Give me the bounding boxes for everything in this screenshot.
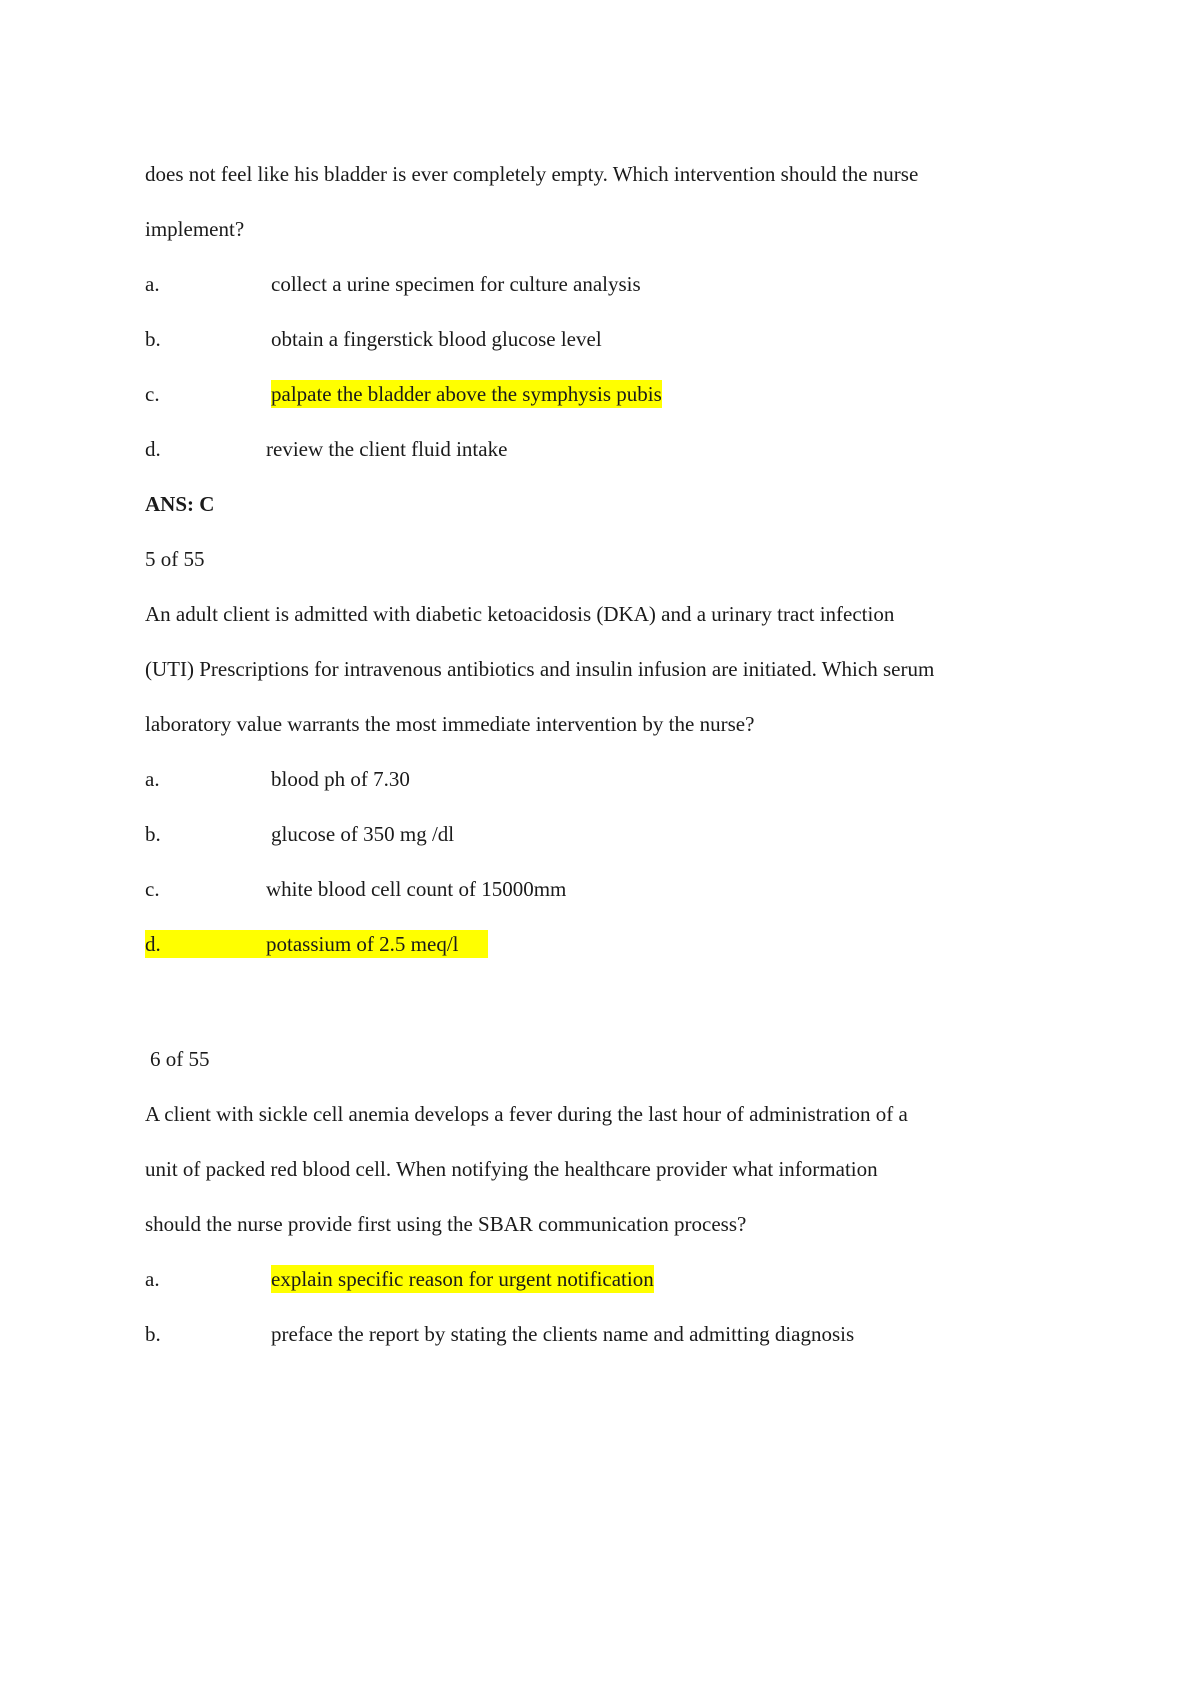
q4-option-a-letter: a. [145, 272, 160, 296]
q6-stem-line-3: should the nurse provide first using the SBAR communication process? [145, 1212, 747, 1236]
q4-stem-line-2: implement? [145, 217, 245, 241]
q6-stem-line-1: A client with sickle cell anemia develops a fever during the last hour of administration of a [145, 1102, 908, 1126]
q5-option-a-letter: a. [145, 767, 160, 791]
q6-option-a-letter: a. [145, 1267, 160, 1291]
q4-option-b-letter: b. [145, 327, 161, 351]
q5-number: 5 of 55 [145, 547, 205, 571]
q6-stem-line-2: unit of packed red blood cell. When notifying the healthcare provider what information [145, 1157, 878, 1181]
q4-stem-line-1: does not feel like his bladder is ever completely empty. Which intervention should the nurse [145, 162, 919, 186]
q4-option-c-letter: c. [145, 382, 160, 406]
q6-option-a-text-highlighted: explain specific reason for urgent notification [271, 1267, 654, 1291]
q5-option-b-letter: b. [145, 822, 161, 846]
q4-option-c-text-highlighted: palpate the bladder above the symphysis pubis [271, 382, 662, 406]
q4-answer: ANS: C [145, 492, 215, 516]
q4-option-d-letter: d. [145, 437, 161, 461]
q5-option-c-letter: c. [145, 877, 160, 901]
q6-number: 6 of 55 [150, 1047, 210, 1071]
q6-option-b-letter: b. [145, 1322, 161, 1346]
q4-option-a-text: collect a urine specimen for culture analysis [271, 272, 641, 296]
q5-option-b-text: glucose of 350 mg /dl [271, 822, 455, 846]
q5-stem-line-3: laboratory value warrants the most immediate intervention by the nurse? [145, 712, 755, 736]
q5-stem-line-2: (UTI) Prescriptions for intravenous antibiotics and insulin infusion are initiated. Which serum [145, 657, 935, 681]
q5-option-d-letter: d. [145, 932, 161, 956]
q6-option-b-text: preface the report by stating the clients name and admitting diagnosis [271, 1322, 855, 1346]
q4-option-d-text: review the client fluid intake [266, 437, 508, 461]
q5-option-c-text: white blood cell count of 15000mm [266, 877, 567, 901]
q5-option-d-text: potassium of 2.5 meq/l [266, 932, 459, 956]
q5-option-a-text: blood ph of 7.30 [271, 767, 410, 791]
q4-option-b-text: obtain a fingerstick blood glucose level [271, 327, 602, 351]
q5-stem-line-1: An adult client is admitted with diabetic ketoacidosis (DKA) and a urinary tract infection [145, 602, 895, 626]
